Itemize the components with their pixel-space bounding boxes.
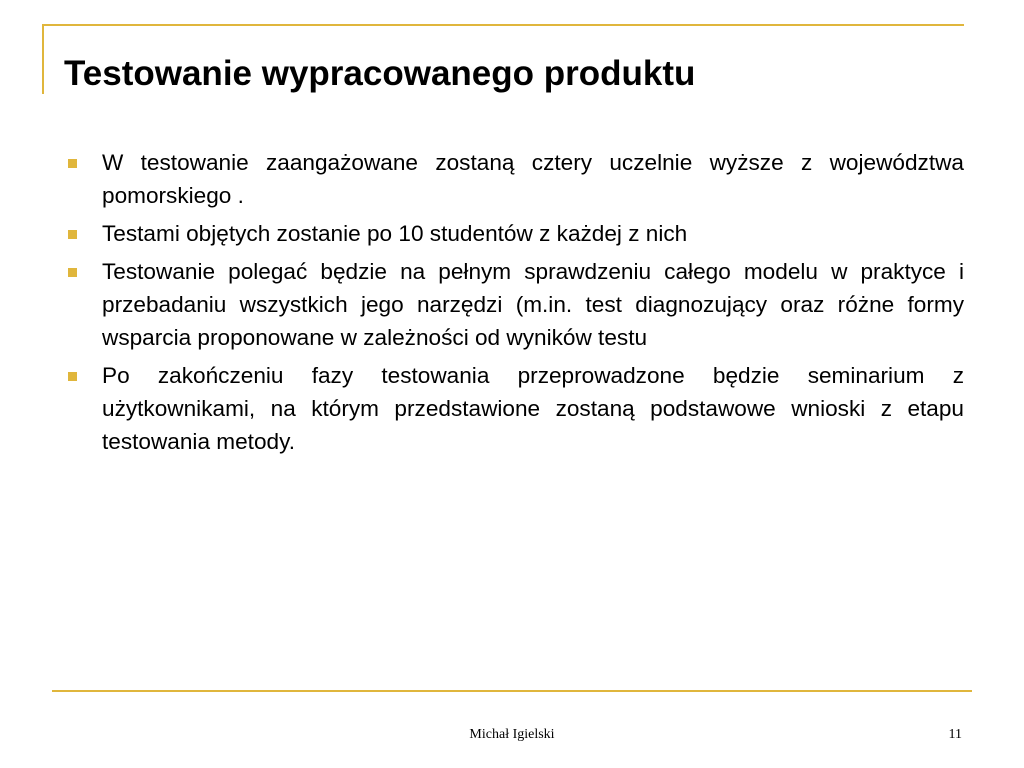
square-bullet-icon bbox=[68, 159, 77, 168]
top-frame-line bbox=[42, 24, 964, 26]
bullet-item bbox=[64, 146, 964, 212]
bullet-text: Testowanie polegać będzie na pełnym sprawdzeniu całego modelu w praktyce i przebadaniu wszystkich jego narzędzi (m.in. test diagnozujący oraz różne formy wsparcia proponowane w zależności od wyników testu bbox=[102, 259, 964, 350]
square-bullet-icon bbox=[68, 372, 77, 381]
footer-author: Michał Igielski bbox=[469, 727, 555, 742]
bullet-item bbox=[64, 217, 964, 250]
bullet-item bbox=[64, 255, 964, 354]
bullet-item bbox=[64, 359, 964, 458]
slide-title: Testowanie wypracowanego produktu bbox=[64, 54, 696, 93]
bullet-list bbox=[64, 146, 964, 463]
bullet-text: Po zakończeniu fazy testowania przeprowadzone będzie seminarium z użytkownikami, na którym przedstawione zostaną podstawowe wnioski z etapu testowania metody. bbox=[102, 363, 964, 454]
page-number: 11 bbox=[948, 727, 962, 742]
footer-divider bbox=[52, 690, 972, 692]
left-frame-line bbox=[42, 24, 44, 94]
square-bullet-icon bbox=[68, 268, 77, 277]
bullet-text: W testowanie zaangażowane zostaną cztery uczelnie wyższe z województwa pomorskiego . bbox=[102, 150, 964, 208]
square-bullet-icon bbox=[68, 230, 77, 239]
bullet-text: Testami objętych zostanie po 10 studentów z każdej z nich bbox=[102, 221, 688, 246]
